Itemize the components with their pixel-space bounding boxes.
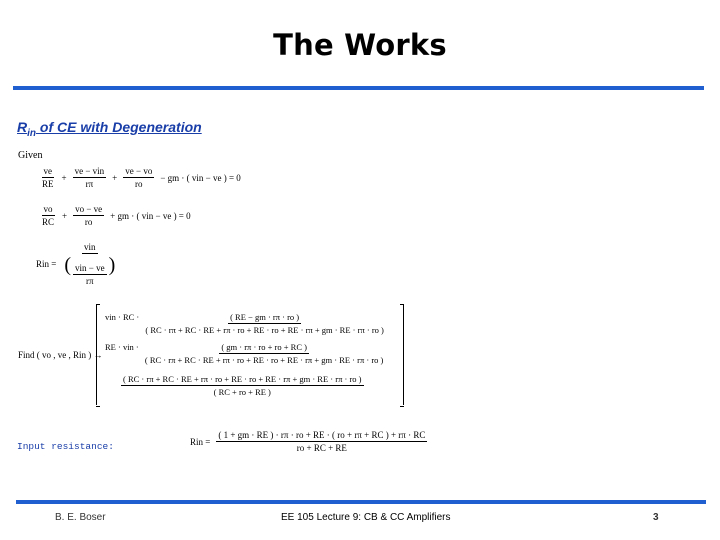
eq1-term1-num: ve (43, 166, 52, 176)
eq1-term2-den: rπ (85, 179, 94, 189)
given-label: Given (18, 150, 43, 161)
section-heading (17, 119, 202, 139)
equation-3 (36, 242, 119, 286)
heading-subscript: in (27, 127, 37, 139)
rin-frac (216, 430, 427, 453)
slide-title: The Works (273, 28, 447, 62)
matrix-row-1 (105, 312, 388, 335)
matrix-row-3 (119, 374, 366, 397)
eq2-term2 (73, 204, 104, 227)
rin-lhs: Rin = (190, 436, 211, 447)
row1-num: ( RE − gm · rπ · ro ) (230, 312, 300, 322)
eq1-term1 (40, 166, 56, 189)
row3-frac (121, 374, 364, 397)
top-divider (13, 86, 704, 90)
plus-sign: + (61, 172, 67, 183)
input-resistance-equation (190, 430, 429, 453)
rin-den: ro + RC + RE (296, 443, 347, 453)
eq3-num: vin (84, 242, 96, 252)
eq1-term3-den: ro (135, 179, 143, 189)
row2-frac (143, 342, 386, 365)
eq1-term1-den: RE (42, 179, 54, 189)
row3-den: ( RC + ro + RE ) (213, 387, 271, 397)
footer-page-number: 3 (653, 512, 659, 523)
solution-matrix (96, 304, 404, 405)
plus-sign: + (62, 210, 68, 221)
row1-frac (143, 312, 386, 335)
row3-num: ( RC · rπ + RC · RE + rπ · ro + RE · ro + RE · rπ + gm · RE · rπ · ro ) (123, 374, 362, 384)
matrix-row-2 (105, 342, 387, 365)
rin-num: ( 1 + gm · RE ) · rπ · ro + RE · ( ro + rπ + RC ) + rπ · RC (218, 430, 426, 440)
eq2-term1-num: vo (43, 204, 53, 214)
eq2-term2-num: vo − ve (75, 204, 103, 214)
row2-den: ( RC · rπ + RC · RE + rπ · ro + RE · ro + RE · rπ + gm · RE · rπ · ro ) (144, 355, 384, 365)
row1-prefix: vin · RC · (105, 312, 140, 322)
row2-prefix: RE · vin · (105, 342, 139, 352)
eq2-term1-den: RC (42, 217, 55, 227)
footer-author: B. E. Boser (55, 512, 106, 523)
input-resistance-label: Input resistance: (17, 441, 114, 452)
eq1-term2-num: ve − vin (74, 166, 105, 176)
eq3-frac (62, 242, 117, 286)
eq1-term3-num: ve − vo (125, 166, 153, 176)
footer-course: EE 105 Lecture 9: CB & CC Amplifiers (281, 512, 451, 523)
eq2-term1 (40, 204, 56, 227)
eq3-inner-den: rπ (86, 276, 94, 286)
row1-den: ( RC · rπ + RC · RE + rπ · ro + RE · ro + RE · rπ + gm · RE · rπ · ro ) (145, 325, 384, 335)
row2-num: ( gm · rπ · ro + ro + RC ) (221, 342, 307, 352)
eq3-inner-num: vin − ve (75, 263, 105, 273)
heading-suffix: of CE with Degeneration (36, 119, 202, 135)
plus-sign: + (112, 172, 118, 183)
heading-prefix: R (17, 119, 28, 135)
eq2-term2-den: ro (84, 217, 93, 227)
eq1-term2 (73, 166, 107, 189)
eq3-lhs: Rin = (36, 259, 57, 269)
eq2-tail: + gm · ( vin − ve ) = 0 (110, 210, 191, 221)
eq3-den: ( $\frac{\text{vin − ve}}{r\pi}$ ) (64, 254, 116, 286)
find-label: Find ( vo , ve , Rin ) → (18, 350, 103, 360)
equation-2 (38, 204, 191, 227)
bottom-divider (16, 500, 706, 504)
eq1-tail: − gm · ( vin − ve ) = 0 (160, 172, 241, 183)
equation-1 (38, 166, 241, 189)
eq1-term3 (123, 166, 154, 189)
